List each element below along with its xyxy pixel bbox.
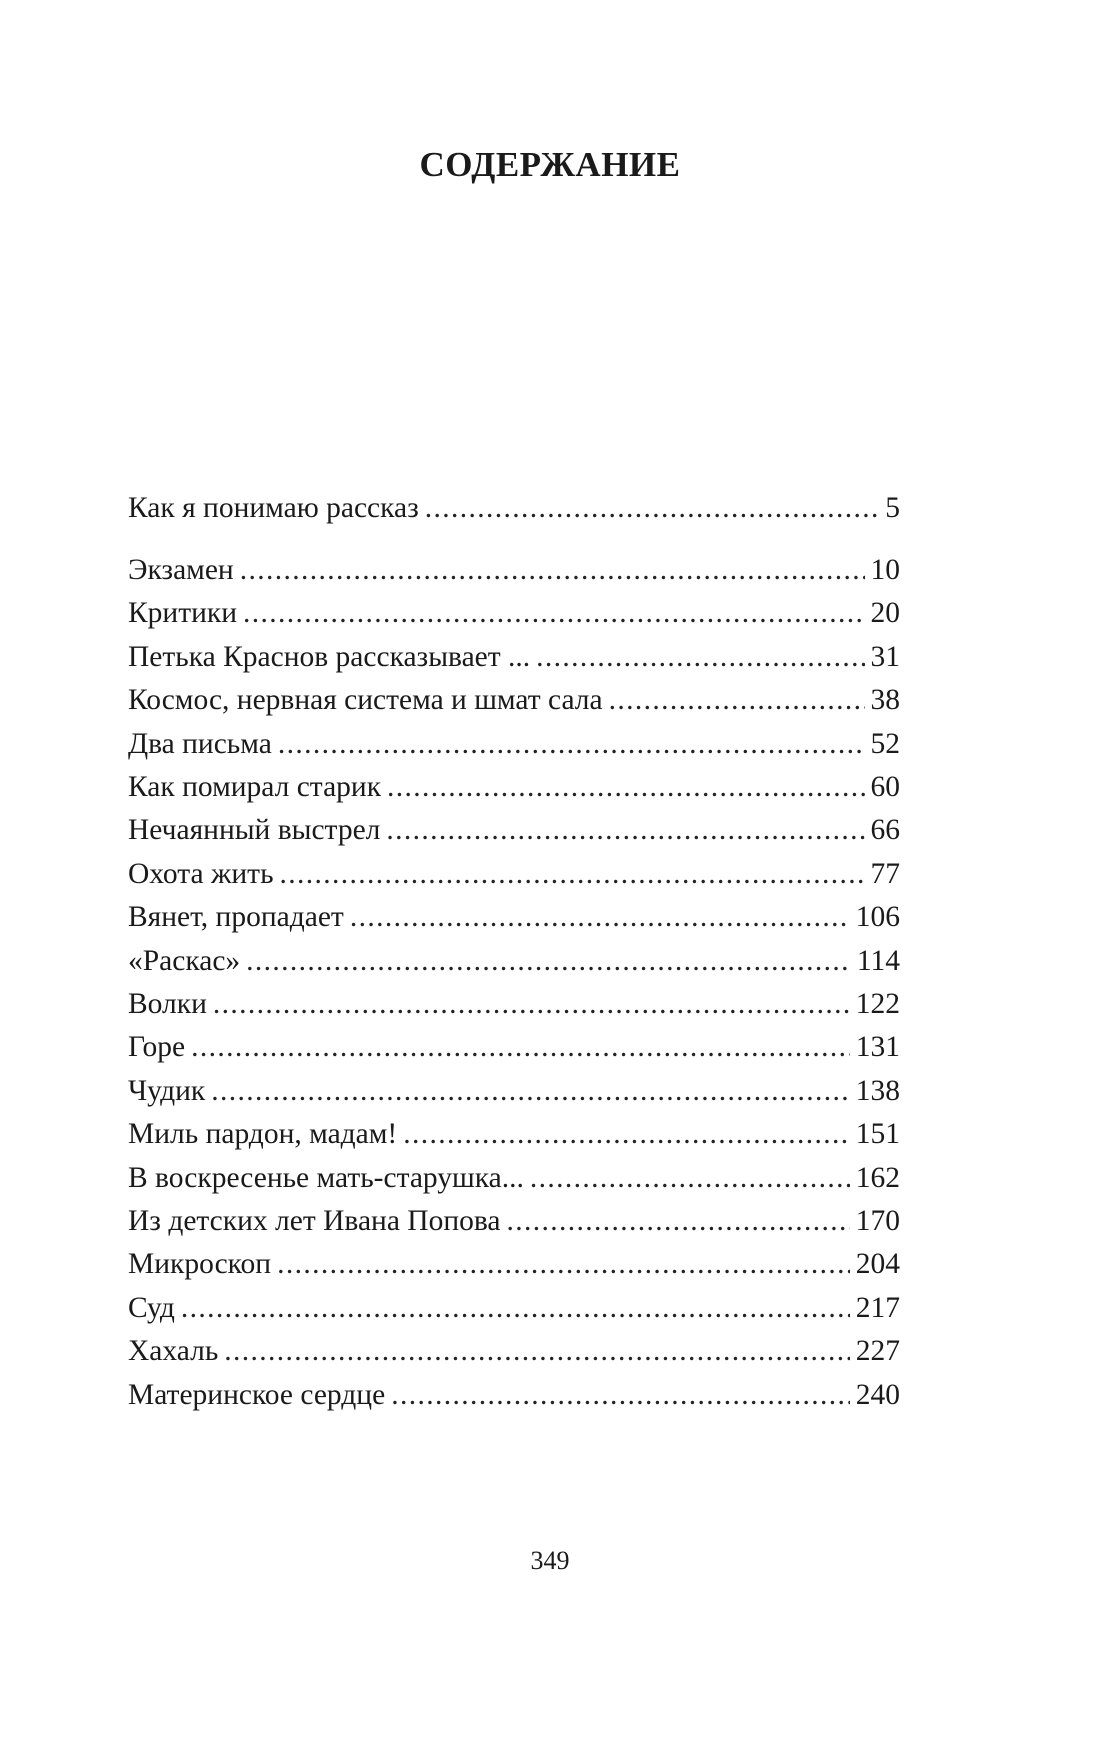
toc-entry-page: 31 [870,640,900,673]
toc-entry-title: Петька Краснов рассказывает ... [128,640,531,673]
dot-leader [181,1288,850,1328]
toc-entry-title: Экзамен [128,554,234,586]
dot-leader [280,854,865,894]
toc-entry-page: 138 [855,1074,900,1107]
toc-entry-page: 20 [870,597,900,630]
toc-entry-title: Вянет, пропадает [128,901,344,934]
toc-entry-page: 151 [855,1118,900,1151]
toc-entry [128,1071,900,1111]
toc-entry-title: Как помирал старик [128,771,382,803]
page-number: 349 [530,1546,570,1575]
toc-entry-title: Волки [128,988,207,1020]
dot-leader [211,1071,850,1111]
toc-entry-title: Критики [128,597,238,630]
toc-entry-page: 227 [855,1335,900,1368]
toc-entry-page: 52 [870,727,900,760]
toc-entry [128,593,900,633]
toc-entry-title: Горе [128,1031,186,1064]
dot-leader [609,680,865,720]
toc-entry [128,984,900,1024]
toc-entry-page: 5 [885,492,900,524]
toc-entry-page: 114 [856,944,900,977]
dot-leader [278,724,865,764]
toc-entry-title: Космос, нервная система и шмат сала [128,684,603,717]
toc-entry-title: Миль пардон, мадам! [128,1118,398,1151]
toc-entry [128,1201,900,1241]
toc-entry [128,1027,900,1067]
toc-entry [128,488,900,528]
toc-entry [128,637,900,677]
toc-entry-page: 38 [870,684,900,717]
dot-leader [277,1244,850,1284]
toc-entry-title: Материнское сердце [128,1378,386,1411]
dot-leader [536,637,864,677]
dot-leader [243,593,864,633]
toc-entry-title: Два письма [128,727,272,760]
toc-entry-title: Микроскоп [128,1248,272,1281]
dot-leader [387,767,864,807]
toc-entry [128,810,900,850]
toc-entry-title: Хахаль [128,1335,219,1368]
toc-entry-page: 66 [870,814,900,847]
toc-entry [128,1375,900,1415]
toc-entry [128,550,900,590]
toc-entry-title: «Раскас» [128,944,241,977]
toc-entry [128,1158,900,1198]
toc-entry-page: 170 [855,1205,900,1237]
dot-leader [240,550,865,590]
dot-leader [425,488,879,528]
dot-leader [403,1114,849,1154]
toc-entry-page: 217 [855,1291,900,1324]
toc-entry-page: 240 [855,1378,900,1411]
dot-leader [507,1201,850,1241]
dot-leader [246,941,851,981]
page-title: СОДЕРЖАНИЕ [419,145,681,184]
dot-leader [530,1158,850,1198]
toc-entry-page: 10 [870,554,900,586]
toc-entry [128,680,900,720]
dot-leader [386,810,864,850]
toc-entry [128,941,900,981]
toc-entry-page: 122 [855,988,900,1020]
toc-entry-title: Суд [128,1291,175,1324]
toc-entry-title: Охота жить [128,857,274,890]
toc-entry [128,724,900,764]
dot-leader [191,1027,850,1067]
toc-entry [128,1331,900,1371]
toc-entry [128,1114,900,1154]
toc-entry-page: 77 [870,857,900,890]
toc-entry-title: Как я понимаю рассказ [128,492,419,524]
dot-leader [213,984,850,1024]
toc-entry-page: 162 [855,1161,900,1194]
toc-entry-page: 106 [855,901,900,934]
toc-entry [128,767,900,807]
toc-entry-title: В воскресенье мать-старушка... [128,1161,524,1194]
toc-entry-title: Чудик [128,1074,206,1107]
toc-entry [128,897,900,937]
dot-leader [224,1331,849,1371]
toc-entry-title: Нечаянный выстрел [128,814,381,847]
toc-entry [128,1288,900,1328]
toc-entry [128,854,900,894]
toc-entry-page: 204 [855,1248,900,1281]
dot-leader [391,1375,850,1415]
toc-entry-page: 60 [870,771,900,803]
dot-leader [350,897,850,937]
toc-entry-page: 131 [855,1031,900,1064]
toc-entry [128,1244,900,1284]
toc-entry-title: Из детских лет Ивана Попова [128,1205,501,1237]
